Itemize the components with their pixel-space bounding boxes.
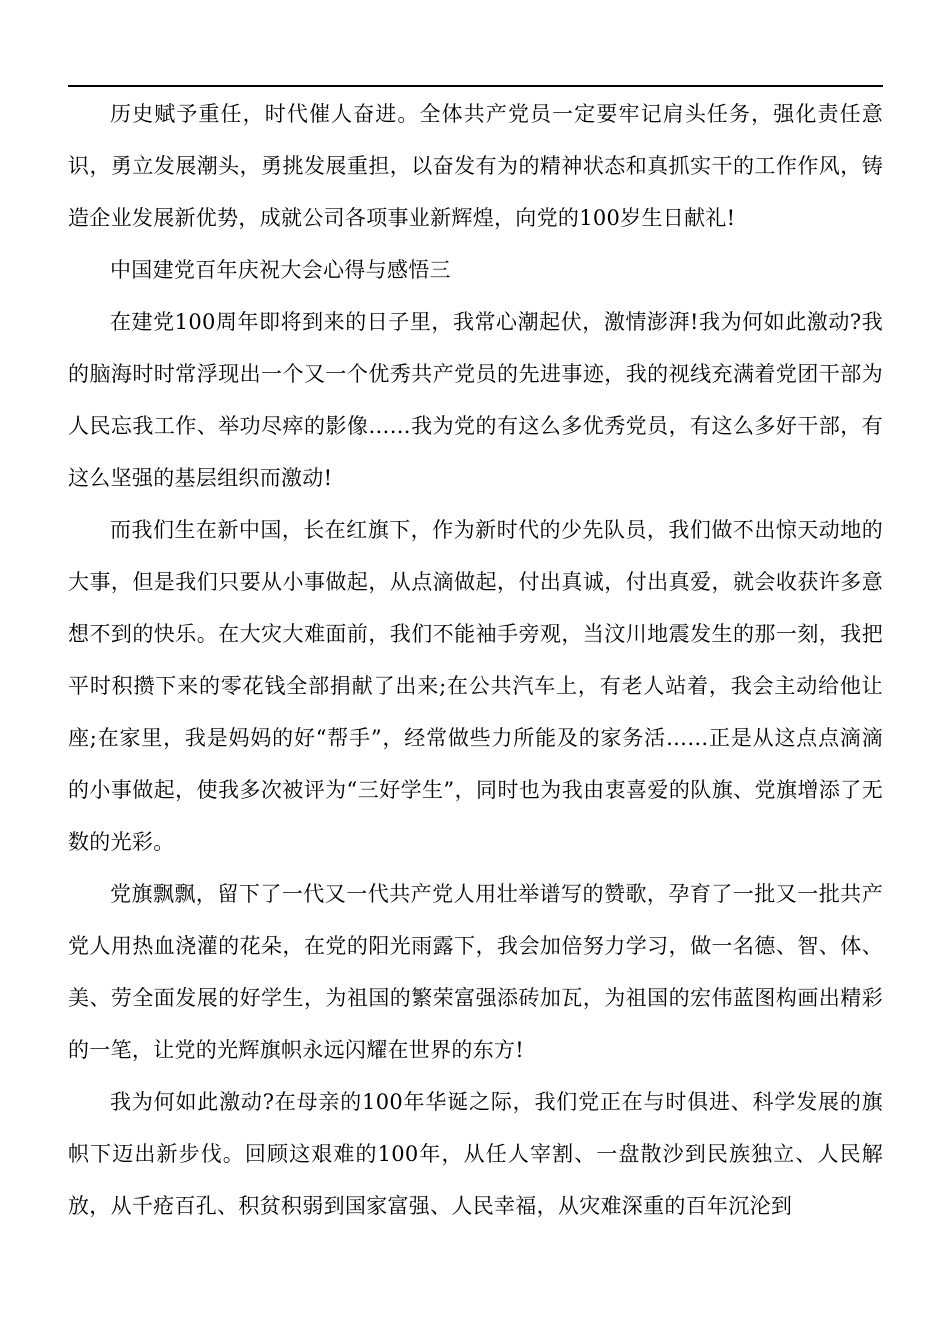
paragraph-centenary-emotion: 在建党100周年即将到来的日子里，我常心潮起伏，激情澎湃!我为何如此激动?我的脑海时时常浮现出一个又一个优秀共产党员的先进事迹，我的视线充满着党团干部为人民忘我工作、举功尽瘁的影像……我为党的有这么多优秀党员，有这么多好干部，有这么坚强的基层组织而激动! — [68, 310, 883, 490]
paragraph-party-flag: 党旗飘飘，留下了一代又一代共产党人用壮举谱写的赞歌，孕育了一批又一批共产党人用热血浇灌的花朵，在党的阳光雨露下，我会加倍努力学习，做一名德、智、体、美、劳全面发展的好学生，为祖国的繁荣富强添砖加瓦，为祖国的宏伟蓝图构画出精彩的一笔，让党的光辉旗帜永远闪耀在世界的东方! — [68, 882, 883, 1062]
paragraph-young-pioneer: 而我们生在新中国，长在红旗下，作为新时代的少先队员，我们做不出惊天动地的大事，但是我们只要从小事做起，从点滴做起，付出真诚，付出真爱，就会收获许多意想不到的快乐。在大灾大难面前，我们不能袖手旁观，当汶川地震发生的那一刻，我把平时积攒下来的零花钱全部捐献了出来;在公共汽车上，有老人站着，我会主动给他让座;在家里，我是妈妈的好“帮手”，经常做些力所能及的家务活……正是从这点点滴滴的小事做起，使我多次被评为“三好学生”，同时也为我由衷喜爱的队旗、党旗增添了无数的光彩。 — [68, 518, 883, 854]
document-body — [68, 88, 883, 1232]
section-heading: 中国建党百年庆祝大会心得与感悟三 — [110, 258, 451, 282]
header-rule — [68, 85, 883, 87]
paragraph-why-moved: 我为何如此激动?在母亲的100年华诞之际，我们党正在与时俱进、科学发展的旗帜下迈出新步伐。回顾这艰难的100年，从任人宰割、一盘散沙到民族独立、人民解放，从千疮百孔、积贫积弱到国家富强、人民幸福，从灾难深重的百年沉沦到 — [68, 1090, 883, 1218]
paragraph-closing-call: 历史赋予重任，时代催人奋进。全体共产党员一定要牢记肩头任务，强化责任意识，勇立发展潮头，勇挑发展重担，以奋发有为的精神状态和真抓实干的工作作风，铸造企业发展新优势，成就公司各项事业新辉煌，向党的100岁生日献礼! — [68, 102, 883, 230]
